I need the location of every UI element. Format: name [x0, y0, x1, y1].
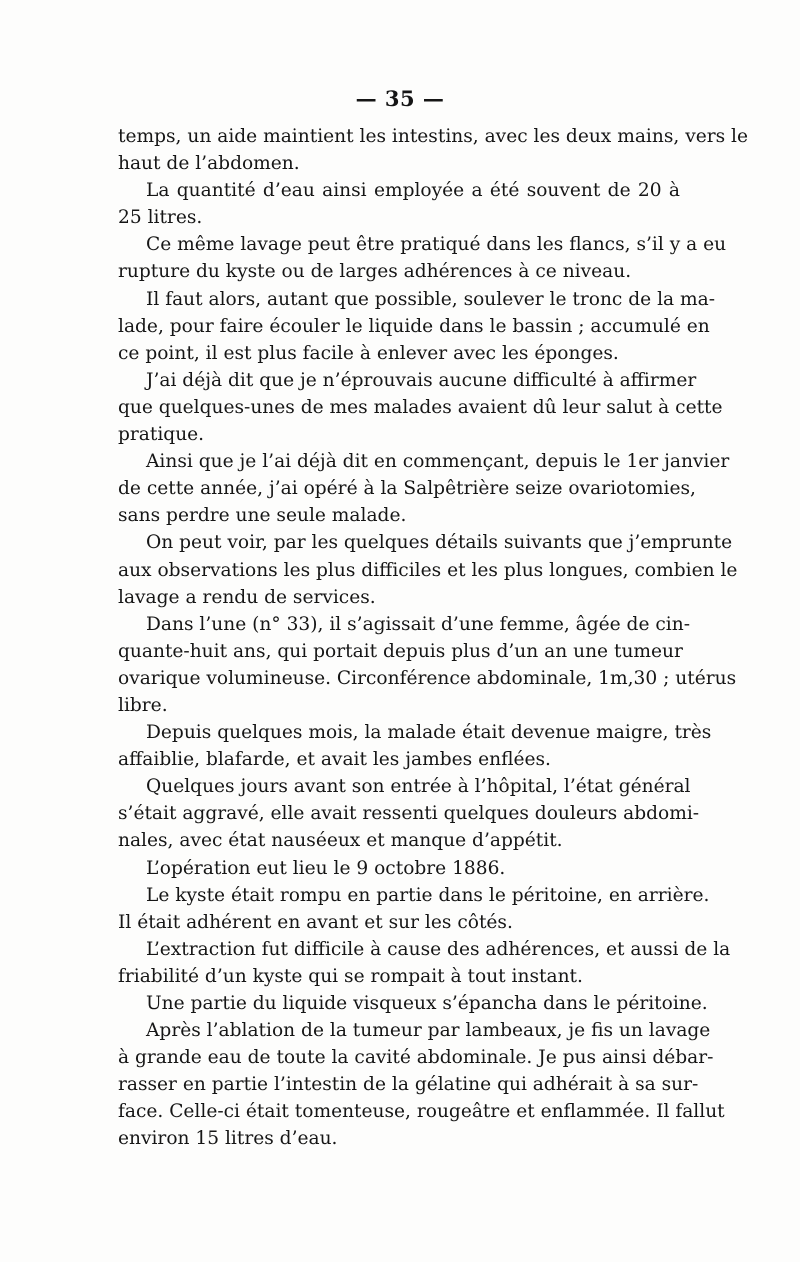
text-line: Après l’ablation de la tumeur par lambeaux, je fis un lavage [146, 1020, 711, 1042]
text-line: Une partie du liquide visqueux s’épancha dans le péritoine. [146, 993, 708, 1014]
text-line: de cette année, j’ai opéré à la Salpêtrière seize ovariotomies, [118, 478, 696, 500]
text-line: sans perdre une seule malade. [118, 505, 407, 527]
text-line: aux observations les plus difficiles et les plus longues, combien le [118, 559, 738, 581]
text-line: libre. [118, 694, 168, 716]
text-line: pratique. [118, 424, 205, 446]
text-line: Depuis quelques mois, la malade était devenue maigre, très [146, 722, 712, 744]
text-line: Quelques jours avant son entrée à l’hôpital, l’état général [146, 776, 691, 798]
text-line: rupture du kyste ou de larges adhérences à ce niveau. [118, 261, 632, 283]
text-line: Il était adhérent en avant et sur les côtés. [118, 911, 513, 933]
text-line: Ainsi que je l’ai déjà dit en commençant, depuis le 1er janvier [146, 451, 730, 473]
text-line: lavage a rendu de services. [118, 586, 376, 608]
text-line: haut de l’abdomen. [118, 153, 300, 175]
text-line: environ 15 litres d’eau. [118, 1128, 338, 1150]
text-line: Il faut alors, autant que possible, soulever le tronc de la ma- [146, 288, 716, 310]
text-line: L’extraction fut difficile à cause des adhérences, et aussi de la [146, 938, 731, 960]
text-line: temps, un aide maintient les intestins, avec les deux mains, vers le [118, 126, 748, 147]
text-line: Dans l’une (n° 33), il s’agissait d’une femme, âgée de cin- [146, 613, 690, 635]
text-line: face. Celle-ci était tomenteuse, rougeâtre et enflammée. Il fallut [118, 1101, 725, 1123]
text-line: J’ai déjà dit que je n’éprouvais aucune difficulté à affirmer [146, 369, 697, 391]
text-line: ovarique volumineuse. Circonférence abdominale, 1m,30 ; utérus [118, 667, 737, 689]
text-line: quante-huit ans, qui portait depuis plus d’un an une tumeur [118, 640, 683, 662]
text-line: s’était aggravé, elle avait ressenti quelques douleurs abdomi- [118, 803, 700, 825]
text-line: Le kyste était rompu en partie dans le péritoine, en arrière. [146, 884, 710, 906]
text-line: ce point, il est plus facile à enlever avec les éponges. [118, 342, 619, 364]
body-text [118, 123, 748, 1153]
text-line: à grande eau de toute la cavité abdominale. Je pus ainsi débar- [118, 1047, 714, 1069]
text-line: rasser en partie l’intestin de la gélatine qui adhérait à sa sur- [118, 1074, 699, 1096]
text-line: 25 litres. [118, 207, 203, 229]
text-line: affaiblie, blafarde, et avait les jambes enflées. [118, 749, 551, 771]
text-line: L’opération eut lieu le 9 octobre 1886. [146, 857, 506, 879]
text-line: Ce même lavage peut être pratiqué dans les flancs, s’il y a eu [146, 234, 727, 256]
text-line: que quelques-unes de mes malades avaient dû leur salut à cette [118, 396, 723, 418]
text-line: La quantité d’eau ainsi employée a été souvent de 20 à [146, 180, 680, 202]
text-line: lade, pour faire écouler le liquide dans le bassin ; accumulé en [118, 315, 710, 337]
text-line: On peut voir, par les quelques détails suivants que j’emprunte [146, 532, 733, 554]
page-number: — 35 — [355, 86, 445, 111]
text-line: nales, avec état nauséeux et manque d’appétit. [118, 830, 563, 852]
text-line: friabilité d’un kyste qui se rompait à tout instant. [118, 965, 583, 987]
